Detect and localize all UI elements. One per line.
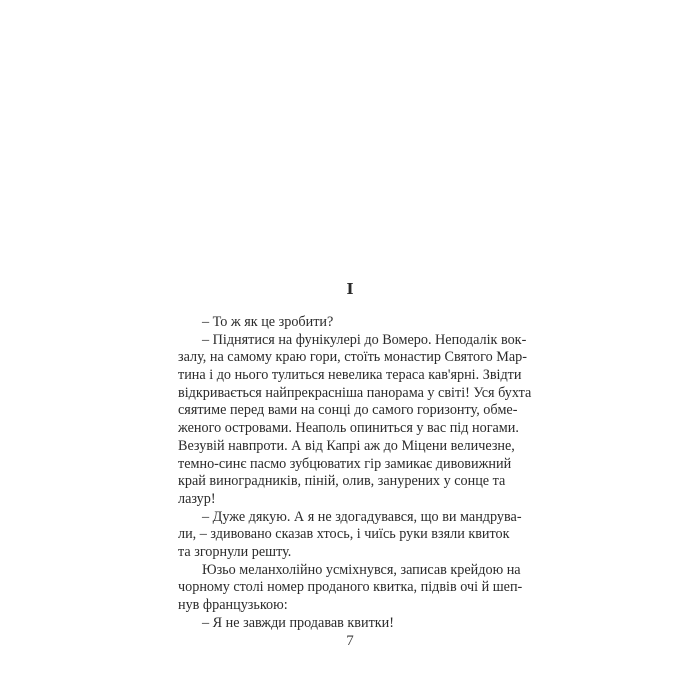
text-line: Везувій навпроти. А від Капрі аж до Міцени величезне, [178,437,515,454]
text-line: лазур! [178,490,216,507]
page-number: 7 [346,633,354,649]
text-line: темно-синє пасмо зубцюватих гір замикає дивовижний [178,455,512,472]
text-line: – Дуже дякую. А я не здогадувався, що ви мандрува- [202,508,522,525]
text-line: залу, на самому краю гори, стоїть монастир Святого Мар- [178,349,527,366]
text-line: тина і до нього тулиться невелика тераса кав'ярні. Звідти [178,367,522,384]
chapter-heading: I [346,280,354,298]
text-line: – Піднятися на фунікулері до Вомеро. Неподалік вок- [202,331,527,348]
text-line: край виноградників, піній, олив, занурених у сонце та [178,473,506,490]
text-line: відкривається найпрекрасніша панорама у світі! Уся бухта [178,384,532,401]
text-line: та згорнули решту. [178,543,292,560]
text-line: ли, – здивовано сказав хтось, і чиїсь руки взяли квиток [178,526,510,543]
text-line: чорному столі номер проданого квитка, підвів очі й шеп- [178,579,523,596]
body-text [178,314,532,632]
text-line: сяятиме перед вами на сонці до самого горизонту, обме- [178,402,518,419]
text-line: нув французькою: [178,597,288,613]
text-line: Юзьо меланхолійно усміхнувся, записав крейдою на [202,561,521,578]
text-line: женого островами. Неаполь опиниться у вас під ногами. [178,420,519,437]
text-line: – То ж як це зробити? [202,314,334,330]
text-line: – Я не завжди продавав квитки! [202,614,394,631]
